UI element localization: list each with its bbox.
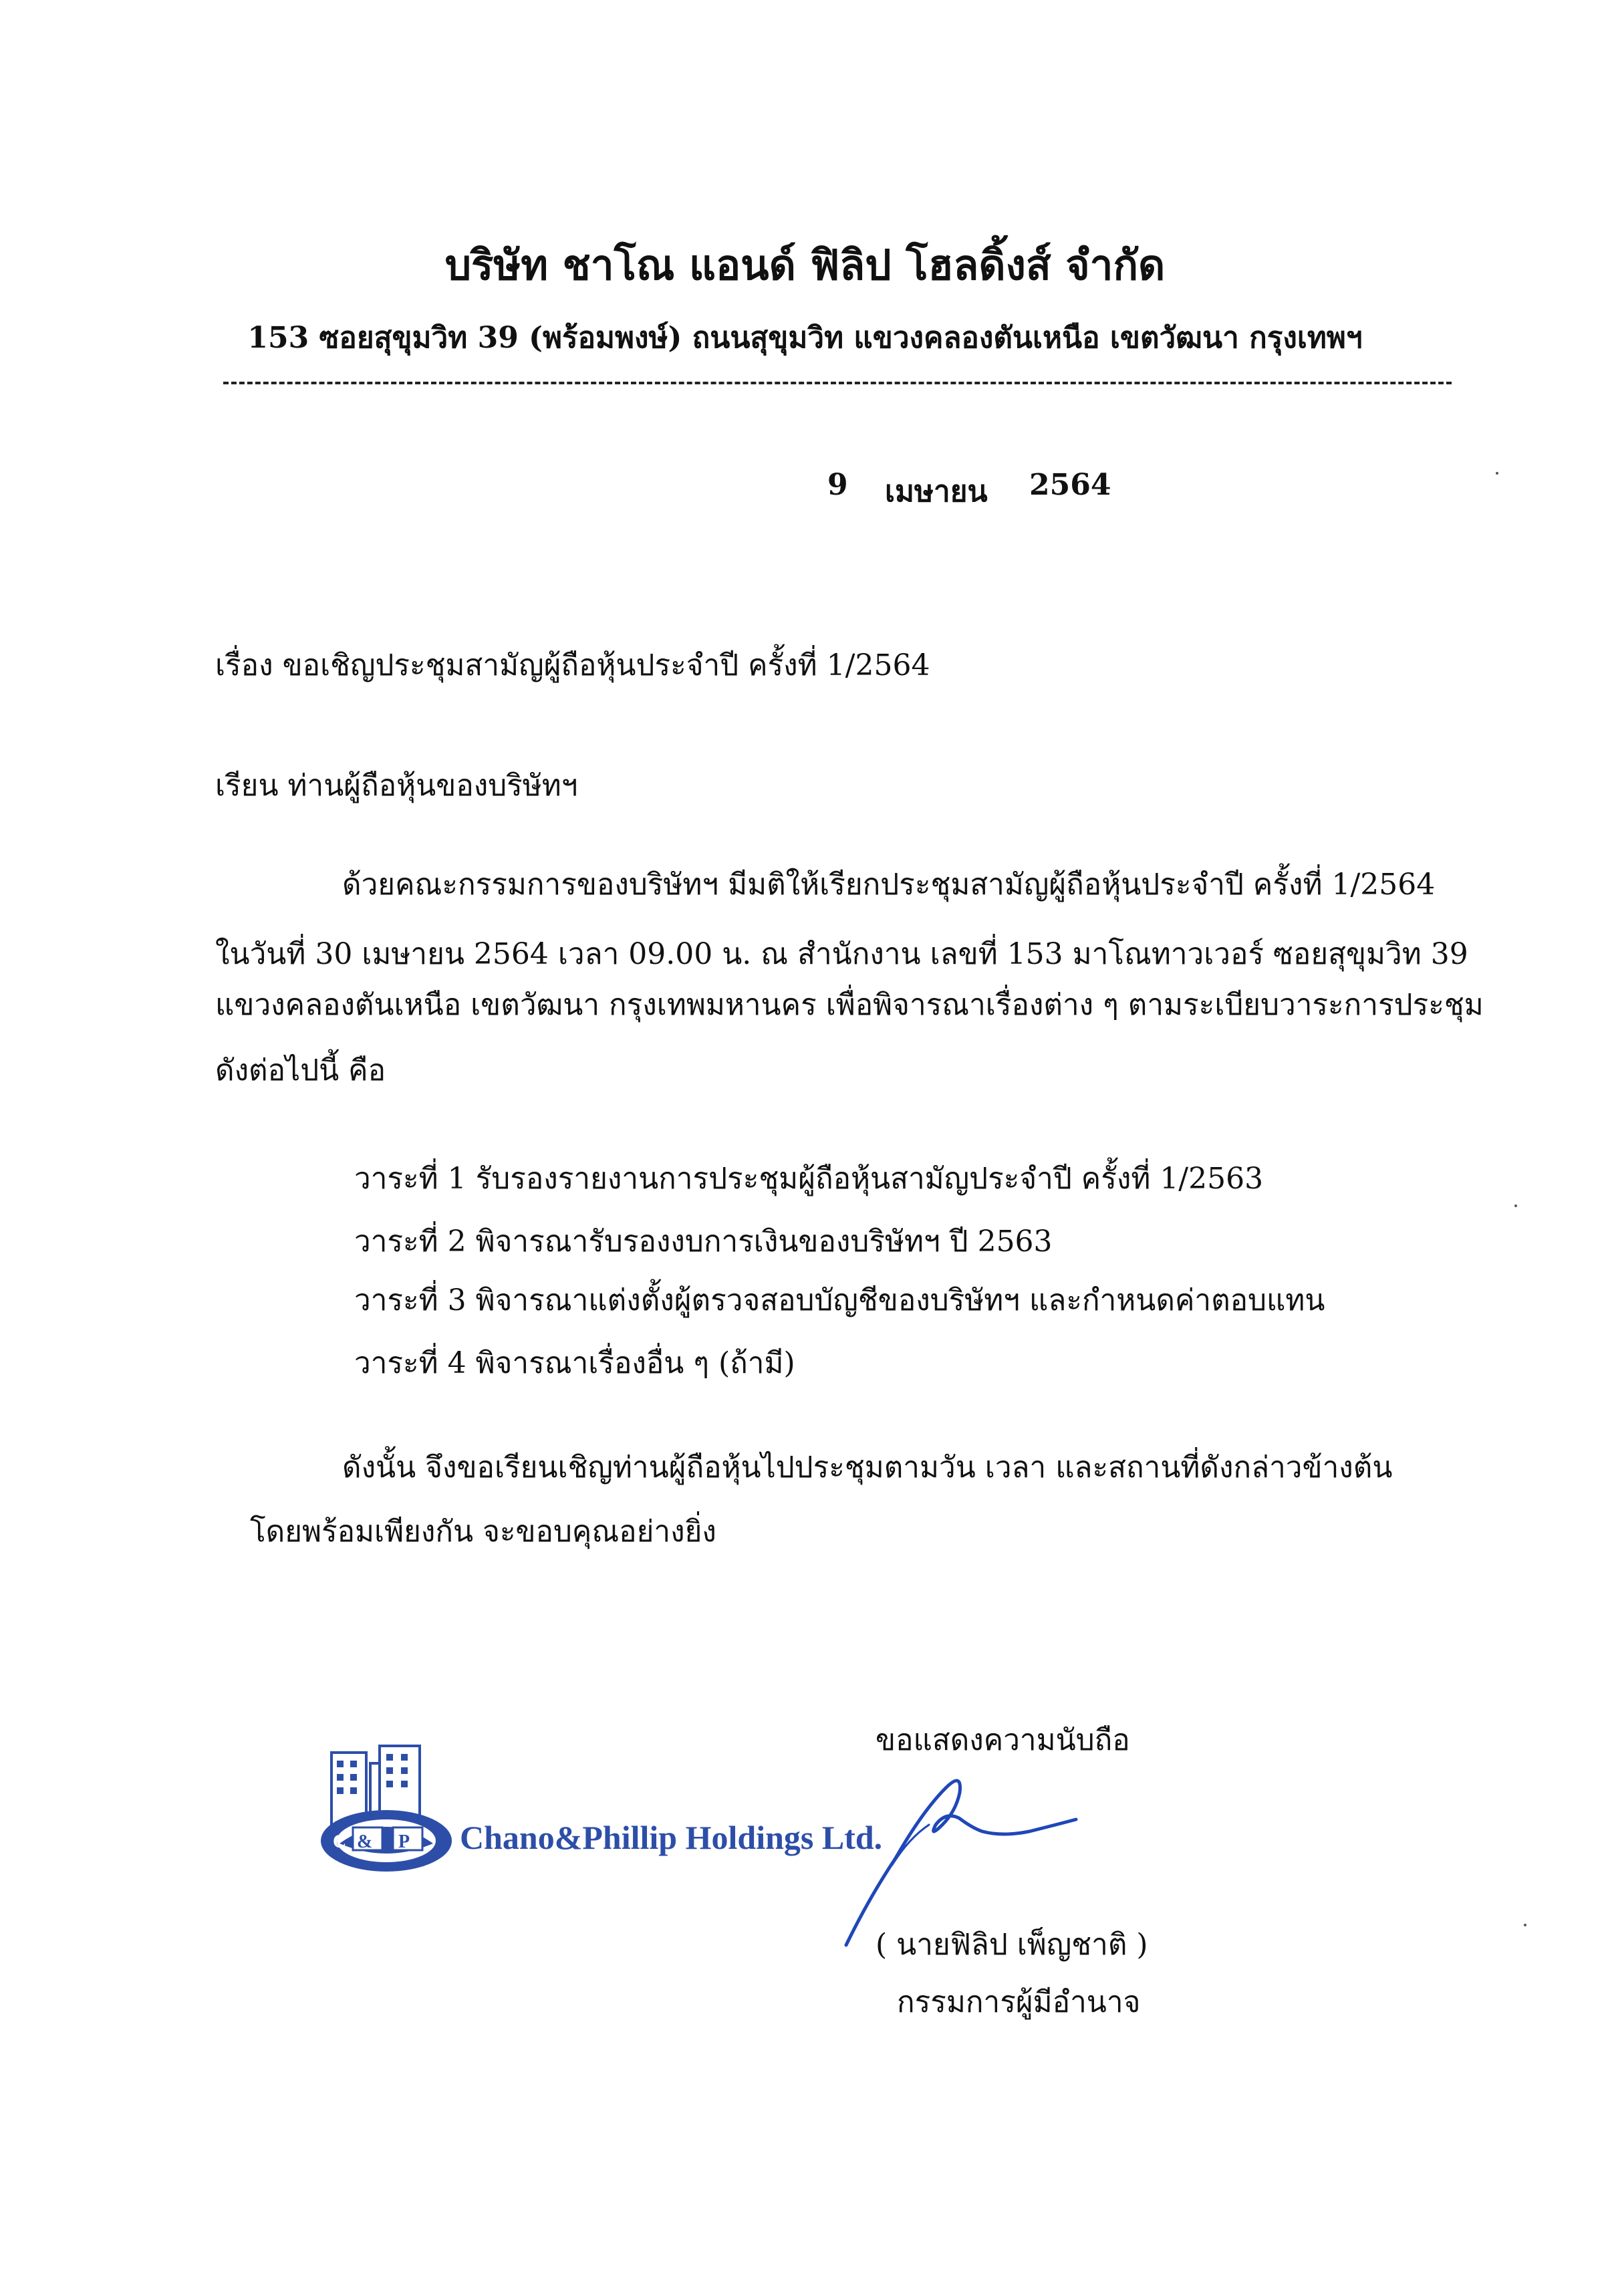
header-divider <box>223 382 1452 384</box>
svg-text:&: & <box>357 1831 373 1852</box>
agenda-item: วาระที่ 4 พิจารณาเรื่องอื่น ๆ (ถ้ามี) <box>354 1346 795 1380</box>
body-paragraph-line: ด้วยคณะกรรมการของบริษัทฯ มีมติให้เรียกประชุมสามัญผู้ถือหุ้นประจำปี ครั้งที่ 1/2564 <box>342 868 1436 902</box>
date-month: เมษายน <box>885 475 988 509</box>
scan-speck <box>1524 1924 1526 1926</box>
body-paragraph-line: แขวงคลองตันเหนือ เขตวัฒนา กรุงเทพมหานคร เพื่อพิจารณาเรื่องต่าง ๆ ตามระเบียบวาระการประชุม <box>215 988 1484 1022</box>
agenda-item: วาระที่ 3 พิจารณาแต่งตั้งผู้ตรวจสอบบัญชีของบริษัทฯ และกำหนดค่าตอบแทน <box>354 1283 1325 1317</box>
company-logo-icon <box>313 1743 460 1877</box>
letter-subject: เรื่อง ขอเชิญประชุมสามัญผู้ถือหุ้นประจำปี ครั้งที่ 1/2564 <box>215 648 930 682</box>
svg-text:C: C <box>333 1831 347 1852</box>
complimentary-close: ขอแสดงความนับถือ <box>876 1723 1130 1757</box>
scan-speck <box>1496 472 1498 475</box>
company-name: บริษัท ชาโณ แอนด์ ฟิลิป โฮลดิ้งส์ จำกัด <box>444 241 1166 289</box>
scan-speck <box>1514 1204 1517 1207</box>
agenda-item: วาระที่ 2 พิจารณารับรองงบการเงินของบริษัทฯ ปี 2563 <box>354 1225 1053 1259</box>
date-day: 9 <box>827 468 848 502</box>
signer-title: กรรมการผู้มีอำนาจ <box>897 1985 1141 2019</box>
signer-name: ( นายฟิลิป เพ็ญชาติ ) <box>876 1928 1148 1962</box>
body-paragraph-line: ดังต่อไปนี้ คือ <box>215 1053 386 1088</box>
agenda-item: วาระที่ 1 รับรองรายงานการประชุมผู้ถือหุ้นสามัญประจำปี ครั้งที่ 1/2563 <box>354 1162 1264 1196</box>
date-year: 2564 <box>1029 468 1111 502</box>
company-address: 153 ซอยสุขุมวิท 39 (พร้อมพงษ์) ถนนสุขุมวิท แขวงคลองตันเหนือ เขตวัฒนา กรุงเทพฯ <box>247 321 1363 355</box>
svg-text:P: P <box>398 1831 410 1852</box>
body-paragraph-line: ในวันที่ 30 เมษายน 2564 เวลา 09.00 น. ณ สำนักงาน เลขที่ 153 มาโณทาวเวอร์ ซอยสุขุมวิท 39 <box>215 937 1468 971</box>
letter-salutation: เรียน ท่านผู้ถือหุ้นของบริษัทฯ <box>215 769 578 803</box>
company-logo-text: Chano&Phillip Holdings Ltd. <box>460 1819 883 1856</box>
closing-paragraph-line: ดังนั้น จึงขอเรียนเชิญท่านผู้ถือหุ้นไปประชุมตามวัน เวลา และสถานที่ดังกล่าวข้างต้น <box>342 1450 1393 1485</box>
closing-paragraph-line: โดยพร้อมเพียงกัน จะขอบคุณอย่างยิ่ง <box>250 1515 716 1549</box>
